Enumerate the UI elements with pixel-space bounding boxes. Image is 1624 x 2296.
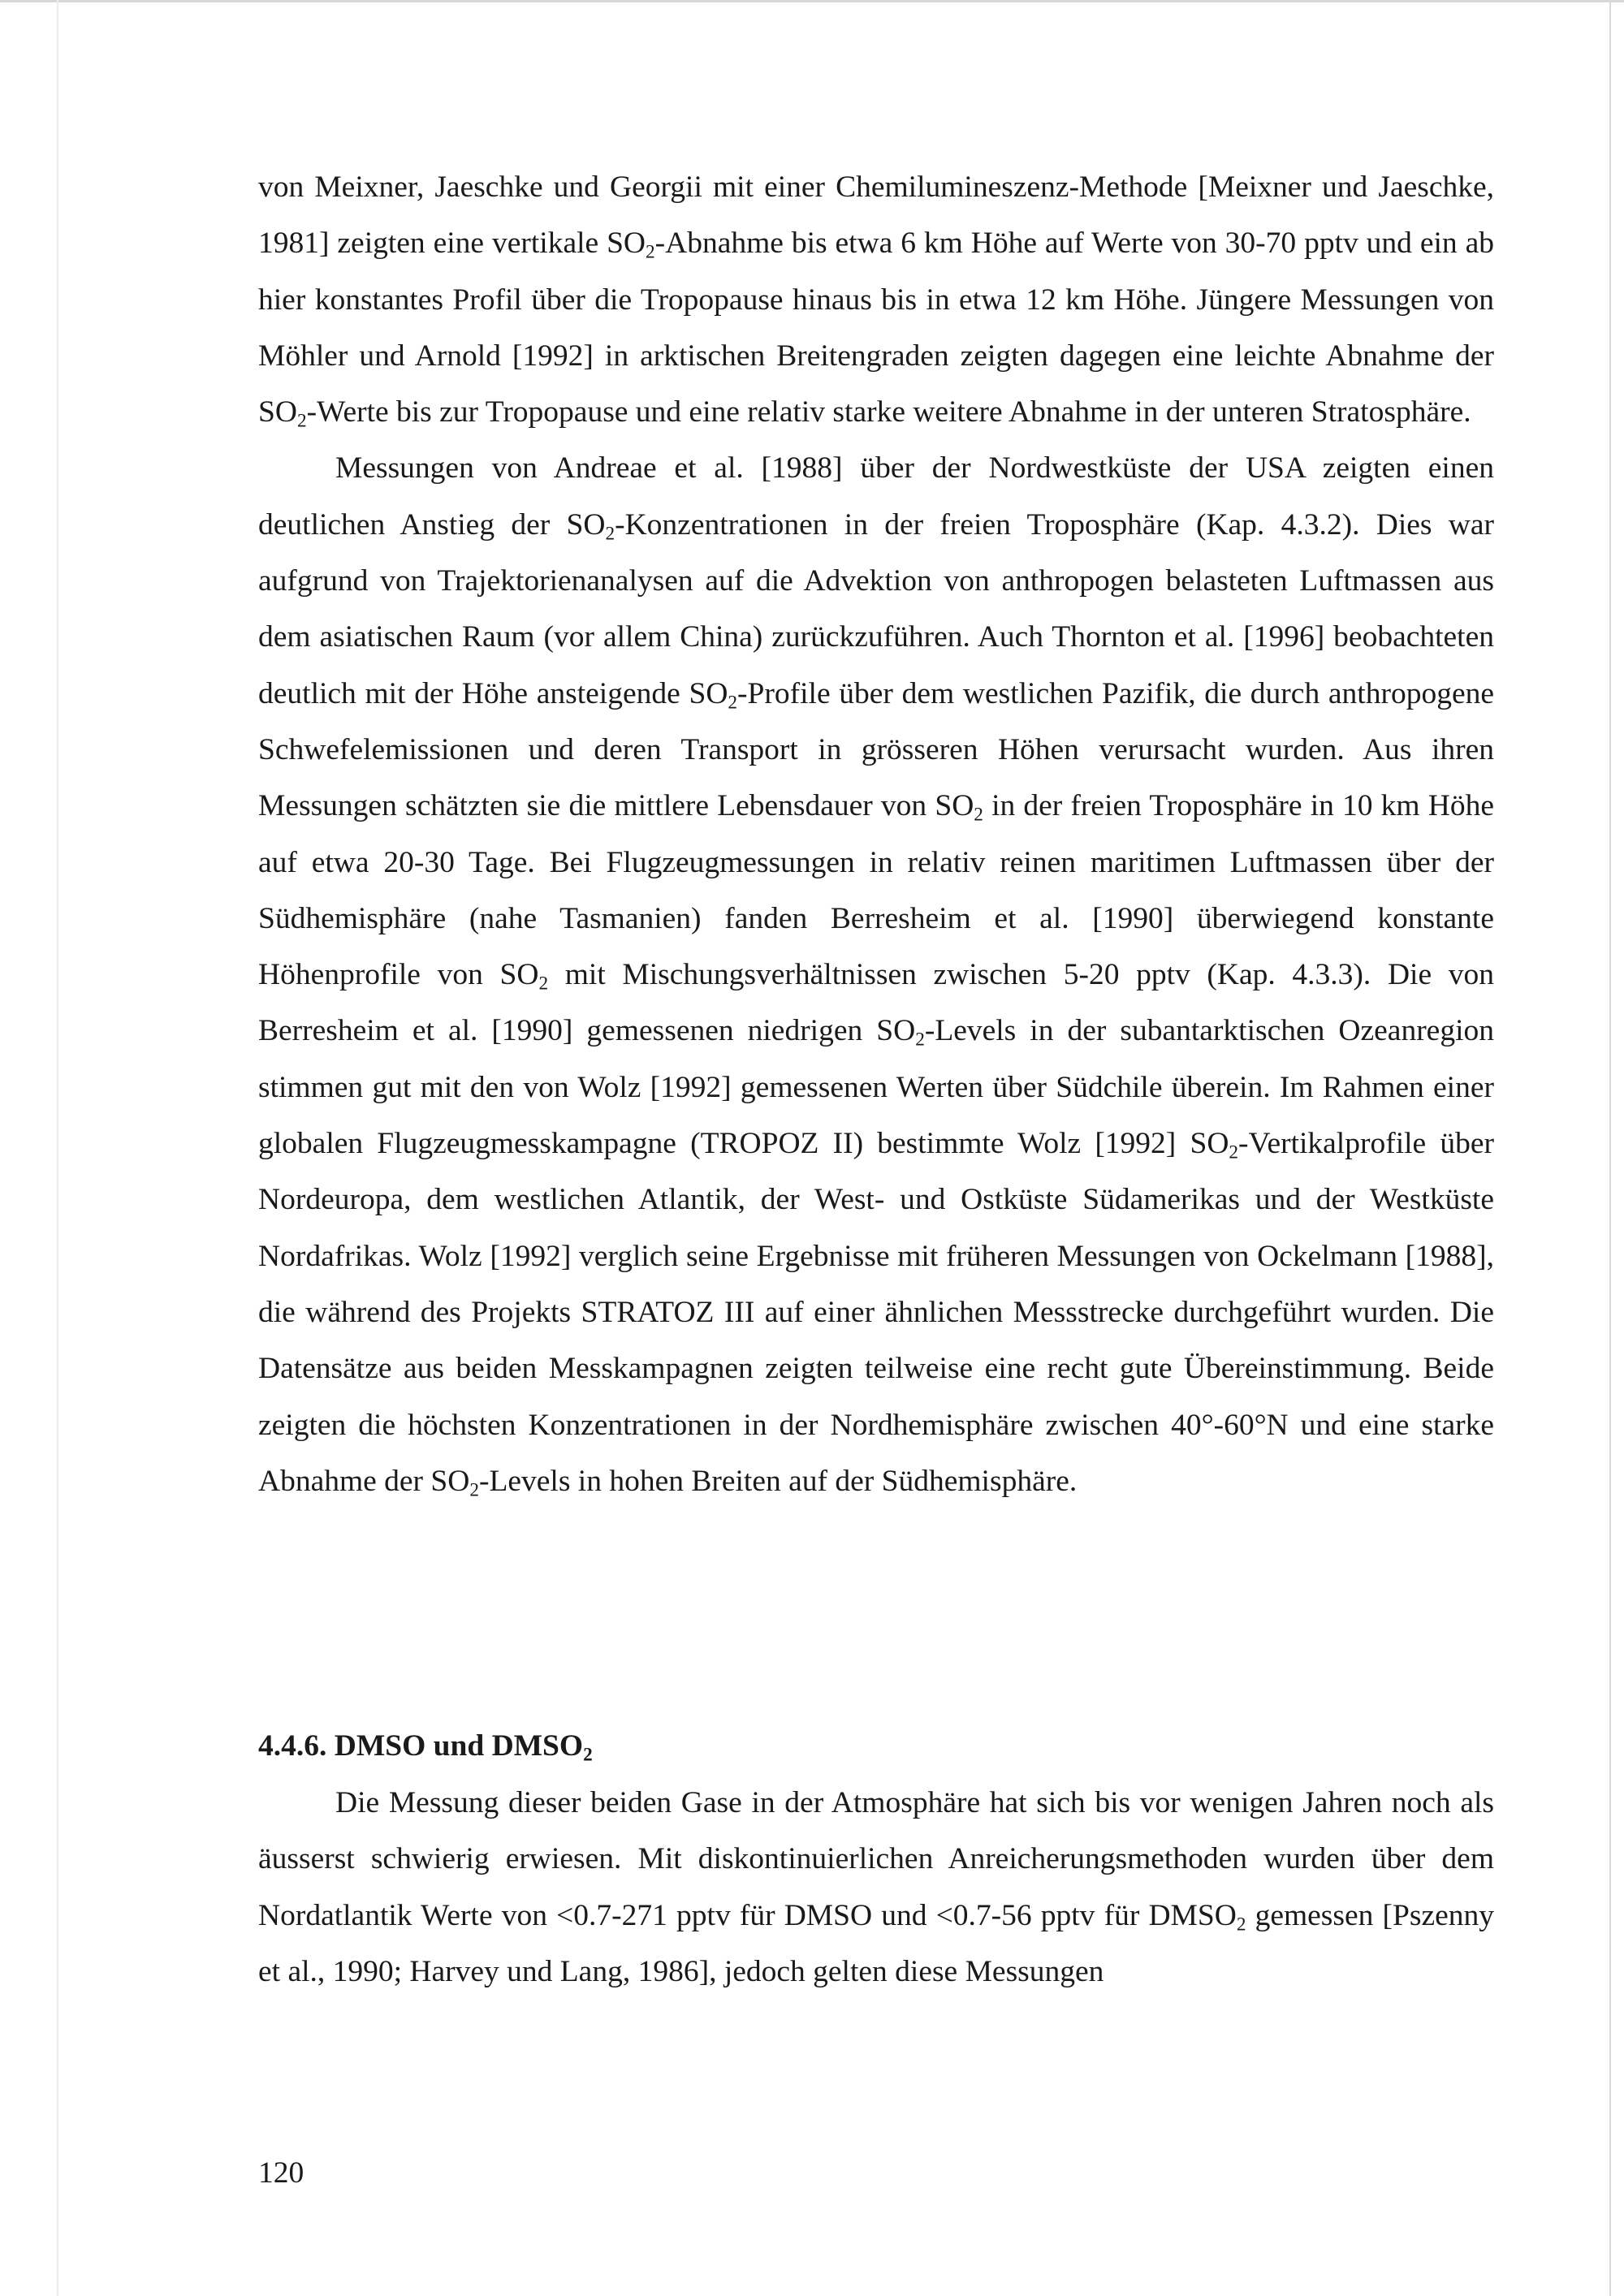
subscript: 2 xyxy=(728,692,738,714)
text-run: mit Mischungsverhältnissen zwischen 5-20 pptv (Kap. 4.3.3). Die von Berresheim et al. [1990] gemessenen niedrigen SO xyxy=(258,958,1495,1048)
scan-edge-top xyxy=(0,0,1624,2)
subscript: 2 xyxy=(583,1744,593,1766)
text-run: Messungen von Andreae et al. [1988] über der Nordwestküste der USA zeigten einen deutlichen Anstieg der SO xyxy=(258,451,1494,542)
text-run: -Levels in der subantarktischen Ozeanregion stimmen gut mit den von Wolz [1992] gemessenen Werten über Südchile überein. Im Rahmen einer globalen Flugzeugmesskampagne (TROPOZ II) bestimmte Wolz [1992] SO xyxy=(258,1014,1494,1161)
subscript: 2 xyxy=(915,1029,925,1051)
text-run: Die Messung dieser beiden Gase in der Atmosphäre hat sich bis vor wenigen Jahren noch als äusserst schwierig erwiesen. Mit diskontinuierlichen Anreicherungsmethoden wurden über dem Nordatlantik Werte von <0.7-271 pptv für DMSO und <0.7-56 pptv für DMSO xyxy=(258,1786,1494,1932)
subscript: 2 xyxy=(538,973,549,995)
scan-edge-right xyxy=(1609,0,1611,2296)
text-run: -Levels in hohen Breiten auf der Südhemisphäre. xyxy=(478,1464,1078,1498)
paragraph-1 xyxy=(258,159,1494,440)
paragraph-3 xyxy=(258,1775,1494,2000)
subscript: 2 xyxy=(1229,1142,1239,1163)
subscript: 2 xyxy=(1236,1914,1246,1936)
text-run: von Meixner, Jaeschke und Georgii mit einer Chemilumineszenz-Methode [Meixner und Jaeschke, 1981] zeigten eine vertikale SO xyxy=(258,170,1494,261)
text-run: -Konzentrationen in der freien Troposphäre (Kap. 4.3.2). Dies war aufgrund von Trajektorienanalysen auf die Advektion von anthropogen belasteten Luftmassen aus dem asiatischen Raum (vor allem China) zurückzuführen. Auch Thornton et al. [1996] beobachteten deutlich mit der Höhe ansteigende SO xyxy=(258,507,1494,710)
subscript: 2 xyxy=(296,410,307,432)
text-run: 4.4.6. DMSO und DMSO xyxy=(258,1729,584,1763)
text-run: -Werte bis zur Tropopause und eine relativ starke weitere Abnahme in der unteren Stratosphäre. xyxy=(306,395,1471,429)
text-run: gemessen [Pszenny et al., 1990; Harvey und Lang, 1986], jedoch gelten diese Messungen xyxy=(258,1898,1495,1988)
subscript: 2 xyxy=(974,804,983,826)
subscript: 2 xyxy=(469,1479,479,1501)
text-run: -Profile über dem westlichen Pazifik, die durch anthropogene Schwefelemissionen und deren Transport in grösseren Höhen verursacht wurden. Aus ihren Messungen schätzten sie die mittlere Lebensdauer von SO xyxy=(258,676,1494,823)
body-text xyxy=(258,159,1494,1509)
page-number: 120 xyxy=(258,2156,304,2190)
scan-edge-left xyxy=(57,0,58,2296)
section-body xyxy=(258,1775,1494,2000)
subscript: 2 xyxy=(646,241,655,263)
paragraph-2 xyxy=(258,440,1494,1509)
text-run: -Vertikalprofile über Nordeuropa, dem westlichen Atlantik, der West- und Ostküste Südamerikas und der Westküste Nordafrikas. Wolz [1992] verglich seine Ergebnisse mit früheren Messungen von Ockelmann [1988], die während des Projekts STRATOZ III auf einer ähnlichen Messstrecke durchgeführt wurden. Die Datensätze aus beiden Messkampagnen zeigten teilweise eine recht gute Übereinstimmung. Beide zeigten die höchsten Konzentrationen in der Nordhemisphäre zwischen 40°-60°N und eine starke Abnahme der SO xyxy=(258,1127,1494,1498)
section-heading xyxy=(258,1722,593,1771)
subscript: 2 xyxy=(605,523,615,545)
text-run: -Abnahme bis etwa 6 km Höhe auf Werte von 30-70 pptv und ein ab hier konstantes Profil über die Tropopause hinaus bis in etwa 12 km Höhe. Jüngere Messungen von Möhler und Arnold [1992] in arktischen Breitengraden zeigten dagegen eine leichte Abnahme der SO xyxy=(258,227,1494,429)
text-run: in der freien Troposphäre in 10 km Höhe auf etwa 20-30 Tage. Bei Flugzeugmessungen in relativ reinen maritimen Luftmassen über der Südhemisphäre (nahe Tasmanien) fanden Berresheim et al. [1990] überwiegend konstante Höhenprofile von SO xyxy=(258,789,1494,992)
